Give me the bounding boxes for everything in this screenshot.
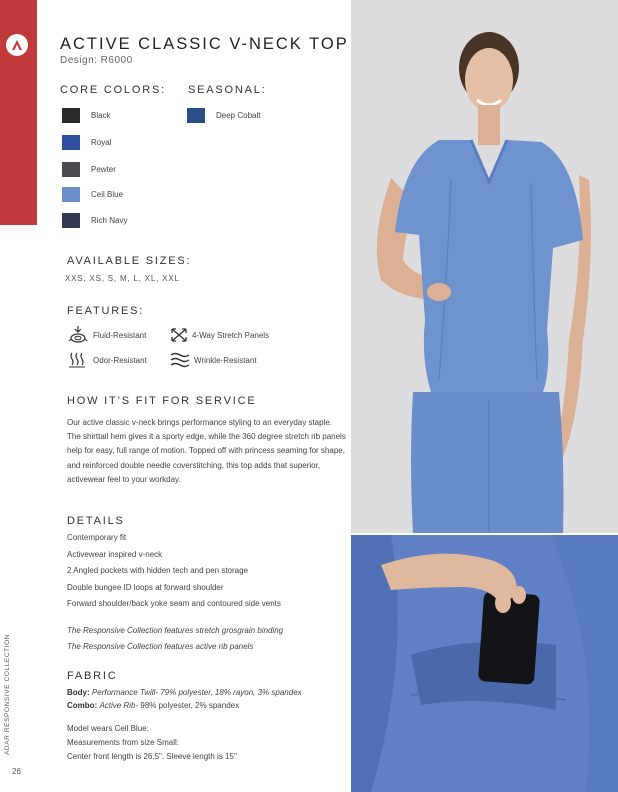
measurement-size-line: Measurements from size Small: xyxy=(67,738,180,747)
model-photo xyxy=(351,0,618,533)
feature-4-way-stretch xyxy=(170,327,269,343)
swatch-label: Royal xyxy=(91,138,112,147)
swatch-chip xyxy=(62,108,80,123)
fabric-body-line xyxy=(67,688,302,697)
feature-label: Wrinkle-Resistant xyxy=(194,355,257,365)
measurement-length-line: Center front length is 26.5". Sleeve length is 15" xyxy=(67,752,237,761)
swatch-label: Rich Navy xyxy=(91,216,128,225)
list-item: 2 Angled pockets with hidden tech and pen storage xyxy=(67,566,249,576)
fabric-body-text: Performance Twill- 79% polyester, 18% rayon, 3% spandex xyxy=(91,688,302,697)
color-swatch-deep-cobalt[interactable] xyxy=(187,108,260,123)
swatch-label: Ceil Blue xyxy=(91,190,124,199)
feature-odor-resistant xyxy=(67,352,147,368)
color-swatch-rich-navy[interactable] xyxy=(62,213,127,228)
fabric-body-label: Body: xyxy=(67,688,90,697)
features-heading: FEATURES: xyxy=(67,305,145,317)
fabric-combo-line xyxy=(67,701,239,710)
binding-note: The Responsive Collection features stretch grosgrain binding xyxy=(67,626,284,635)
wrinkle-resistant-icon xyxy=(170,352,190,368)
seasonal-heading: SEASONAL: xyxy=(188,84,267,96)
list-item: Contemporary fit xyxy=(67,533,127,542)
swatch-chip xyxy=(62,213,80,228)
list-item: Double bungee ID loops at forward shoulder xyxy=(67,582,224,592)
feature-label: Odor-Resistant xyxy=(93,355,147,365)
product-title: ACTIVE CLASSIC V-NECK TOP xyxy=(60,35,349,53)
fabric-combo-italic: Active Rib- xyxy=(99,701,139,710)
odor-resistant-icon xyxy=(67,352,89,368)
fabric-combo-label: Combo: xyxy=(67,701,98,710)
page-number: 26 xyxy=(12,767,21,776)
details-heading: DETAILS xyxy=(67,515,125,527)
stretch-arrows-icon xyxy=(170,327,188,343)
color-swatch-pewter[interactable] xyxy=(62,162,116,177)
swatch-label: Black xyxy=(91,111,111,120)
adar-logo xyxy=(6,34,28,56)
color-swatch-royal[interactable] xyxy=(62,135,111,150)
details-list xyxy=(67,534,281,617)
swatch-label: Pewter xyxy=(91,165,116,174)
feature-fluid-resistant xyxy=(67,325,146,345)
swatch-chip xyxy=(62,135,80,150)
brand-red-tab xyxy=(0,0,37,225)
feature-label: 4-Way Stretch Panels xyxy=(192,330,270,340)
fit-heading: HOW IT’S FIT FOR SERVICE xyxy=(67,395,257,407)
swatch-label: Deep Cobalt xyxy=(216,111,261,120)
color-swatch-ceil-blue[interactable] xyxy=(62,187,123,202)
swatch-chip xyxy=(187,108,205,123)
fit-description: Our active classic v-neck brings performance styling to an everyday staple. The shirttail hem gives it a sporty edge, while the 360 degree stretch rib panels help for easy, full range of motion. Topped off with princess seaming for shape, and reinforced double needle coverstitching, this top adds that superior, activewear feel to your workday. xyxy=(67,418,346,484)
fabric-combo-text: 98% polyester, 2% spandex xyxy=(140,701,240,710)
swatch-chip xyxy=(62,162,80,177)
pocket-detail-photo xyxy=(351,535,618,792)
list-item: Forward shoulder/back yoke seam and contoured side vents xyxy=(67,599,281,609)
rib-panel-note: The Responsive Collection features active rib panels xyxy=(67,642,254,651)
feature-wrinkle-resistant xyxy=(170,352,257,368)
design-number: Design: R6000 xyxy=(60,55,133,66)
model-color-line: Model wears Ceil Blue: xyxy=(67,724,149,733)
swatch-chip xyxy=(62,187,80,202)
fluid-resistant-icon xyxy=(67,325,89,345)
fabric-heading: FABRIC xyxy=(67,670,118,682)
sizes-heading: AVAILABLE SIZES: xyxy=(67,255,192,267)
core-colors-heading: CORE COLORS: xyxy=(60,84,166,96)
feature-label: Fluid-Resistant xyxy=(93,330,147,340)
collection-side-label: ADAR RESPONSIVE COLLECTION xyxy=(4,633,11,755)
color-swatch-black[interactable] xyxy=(62,108,111,123)
sizes-list: XXS, XS, S, M, L, XL, XXL xyxy=(65,274,180,283)
list-item: Activewear inspired v-neck xyxy=(67,549,163,559)
